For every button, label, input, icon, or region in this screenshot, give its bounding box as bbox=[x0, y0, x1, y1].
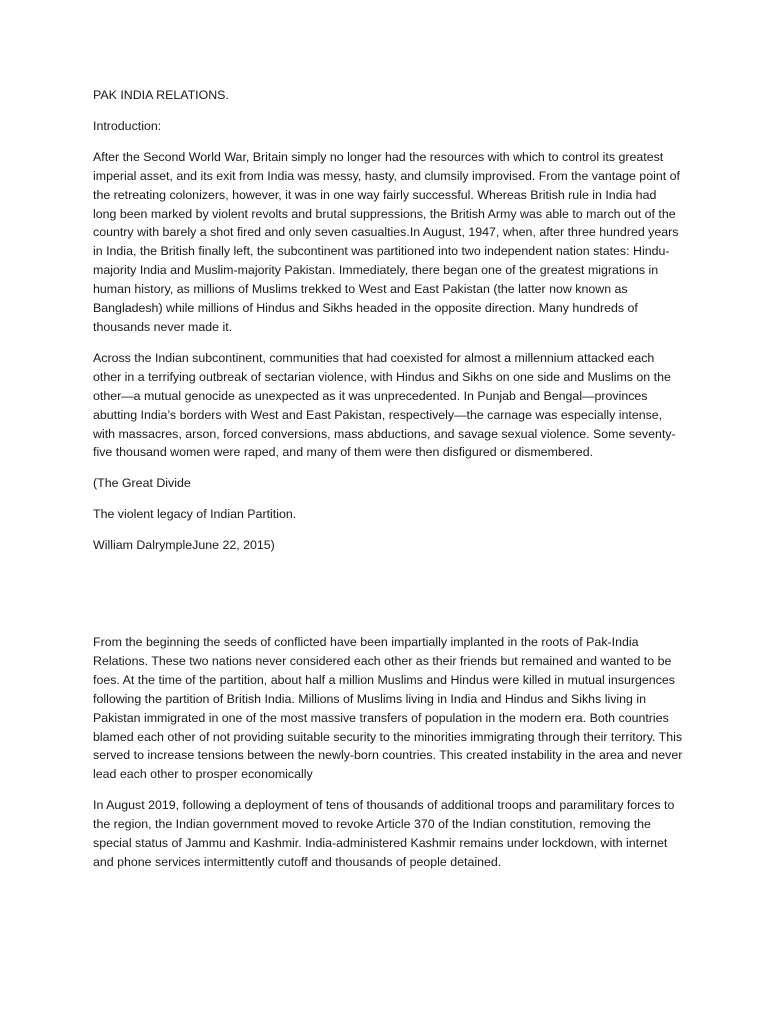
body-paragraph: From the beginning the seeds of conflicted have been impartially implanted in the roots of Pak-India Relations. These two nations never considered each other as their friends but remained and wanted to be foes. At the time of the partition, about half a million Muslims and Hindus were killed in mutual insurgences following the partition of British India. Millions of Muslims living in India and Hindus and Sikhs living in Pakistan immigrated in one of the most massive transfers of population in the modern era. Both countries blamed each other of not providing suitable security to the minorities immigrating through their territory. This served to increase tensions between the newly-born countries. This created instability in the area and never lead each other to prosper economically bbox=[93, 635, 683, 782]
document-title: PAK INDIA RELATIONS. bbox=[93, 88, 229, 102]
blank-space bbox=[93, 567, 683, 633]
citation-line: William DalrympleJune 22, 2015) bbox=[93, 538, 275, 553]
body-paragraph: Across the Indian subcontinent, communities that had coexisted for almost a millennium attacked each other in a terrifying outbreak of sectarian violence, with Hindus and Sikhs on one side and Muslims on the other—a mutual genocide as unexpected as it was unprecedented. In Punjab and Bengal—provinces abutting India’s borders with West and East Pakistan, respectively—the carnage was especially intense, with massacres, arson, forced conversions, mass abductions, and savage sexual violence. Some seventy-five thousand women were raped, and many of them were then disfigured or dismembered. bbox=[93, 350, 676, 460]
citation-line: (The Great Divide bbox=[93, 476, 191, 491]
document-page bbox=[93, 86, 683, 884]
body-paragraph: After the Second World War, Britain simply no longer had the resources with which to control its greatest imperial asset, and its exit from India was messy, hasty, and clumsily improvised. From the vantage point of the retreating colonizers, however, it was in one way fairly successful. Whereas British rule in India had long been marked by violent revolts and brutal suppressions, the British Army was able to march out of the country with barely a shot fired and only seven casualties.In August, 1947, when, after three hundred years in India, the British finally left, the subcontinent was partitioned into two independent nation states: Hindu-majority India and Muslim-majority Pakistan. Immediately, there began one of the greatest migrations in human history, as millions of Muslims trekked to West and East Pakistan (the latter now known as Bangladesh) while millions of Hindus and Sikhs headed in the opposite direction. Many hundreds of thousands never made it. bbox=[93, 149, 680, 334]
body-paragraph: In August 2019, following a deployment of tens of thousands of additional troops and paramilitary forces to the region, the Indian government moved to revoke Article 370 of the Indian constitution, removing the special status of Jammu and Kashmir. India-administered Kashmir remains under lockdown, with internet and phone services intermittently cutoff and thousands of people detained. bbox=[93, 798, 675, 869]
citation-line: The violent legacy of Indian Partition. bbox=[93, 507, 297, 522]
intro-heading: Introduction: bbox=[93, 118, 162, 133]
